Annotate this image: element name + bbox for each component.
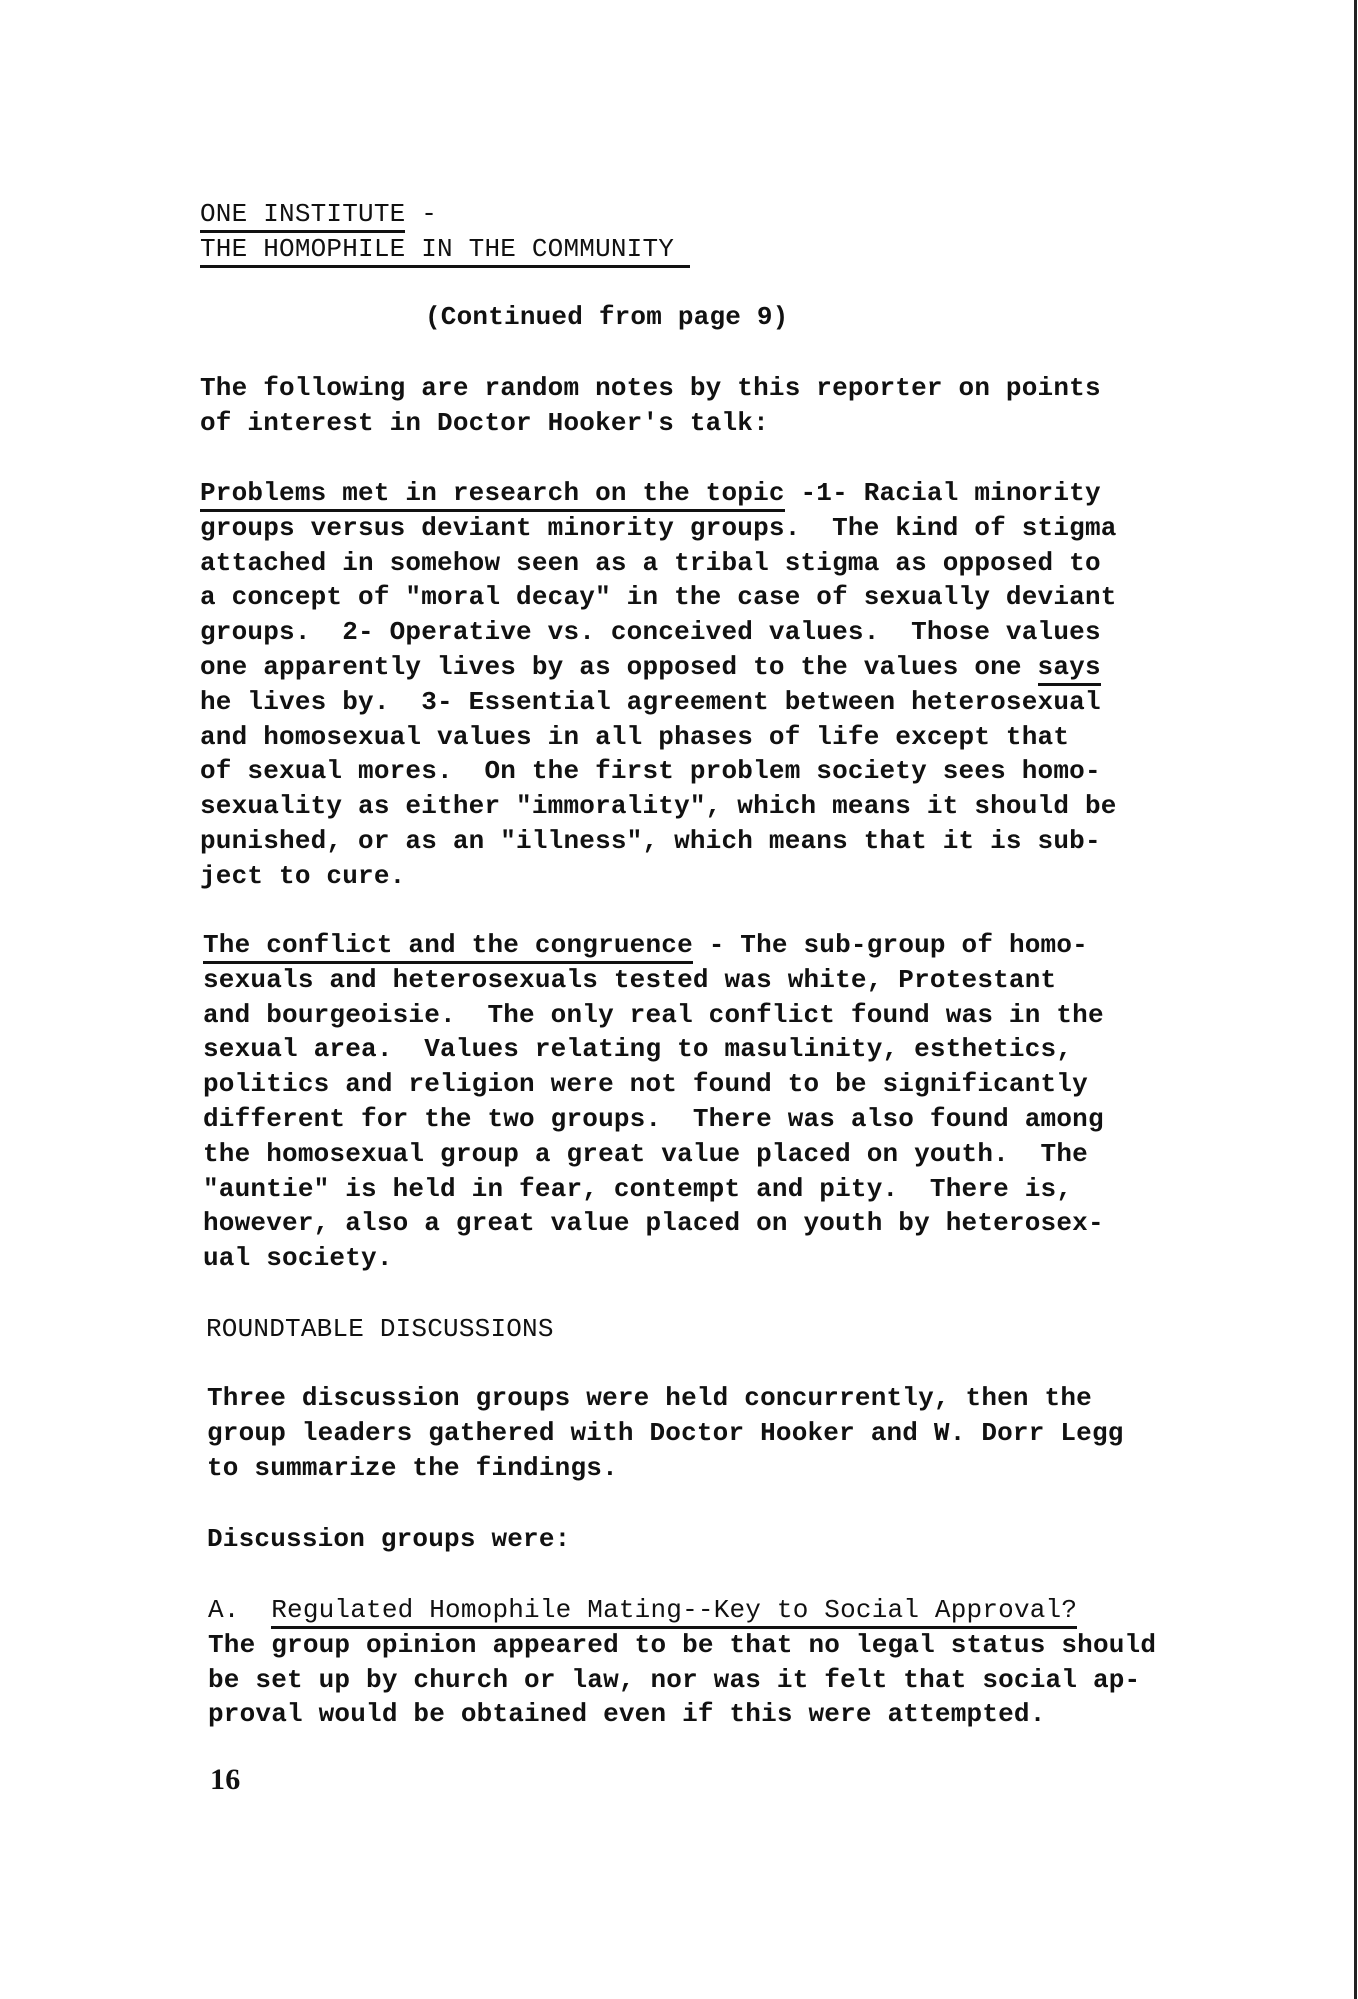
problems-paragraph bbox=[200, 476, 1117, 894]
text-line: he lives by. 3- Essential agreement between heterosexual bbox=[200, 686, 1101, 717]
header-line-1: ONE INSTITUTE bbox=[200, 199, 405, 233]
text-line: Discussion groups were: bbox=[207, 1524, 571, 1554]
conflict-paragraph bbox=[203, 928, 1104, 1276]
text-line: proval would be obtained even if this were attempted. bbox=[208, 1699, 1046, 1730]
group-a-title: Regulated Homophile Mating--Key to Social Approval? bbox=[271, 1595, 1077, 1629]
text-line: ual society. bbox=[203, 1243, 393, 1274]
text-line: politics and religion were not found to be significantly bbox=[203, 1069, 1088, 1100]
text-line: be set up by church or law, nor was it felt that social ap- bbox=[208, 1664, 1141, 1695]
text-line: groups versus deviant minority groups. The kind of stigma bbox=[200, 512, 1117, 543]
text-line: sexuality as either "immorality", which means it should be bbox=[200, 791, 1117, 822]
section-heading: ROUNDTABLE DISCUSSIONS bbox=[206, 1314, 554, 1344]
text-line: The following are random notes by this reporter on points bbox=[200, 373, 1101, 403]
text-line: different for the two groups. There was also found among bbox=[203, 1103, 1104, 1134]
page-number: 16 bbox=[210, 1763, 241, 1796]
text-line: the homosexual group a great value placed on youth. The bbox=[203, 1138, 1088, 1169]
text-line: sexual area. Values relating to masulinity, esthetics, bbox=[203, 1034, 1073, 1065]
text-fragment: -1- Racial minority bbox=[784, 478, 1101, 508]
article-header bbox=[200, 197, 690, 267]
conflict-heading: The conflict and the congruence bbox=[203, 930, 693, 964]
text-line: and homosexual values in all phases of life except that bbox=[200, 721, 1070, 752]
roundtable-paragraph bbox=[207, 1381, 1124, 1485]
text-fragment: one apparently lives by as opposed to the values one bbox=[200, 651, 1038, 682]
text-line: punished, or as an "illness", which means that it is sub- bbox=[200, 825, 1101, 856]
problems-heading: Problems met in research on the topic bbox=[200, 478, 785, 512]
page-edge-border bbox=[1354, 0, 1357, 1999]
continued-note bbox=[425, 300, 788, 335]
continued-text: (Continued from page 9) bbox=[425, 302, 789, 332]
groups-label bbox=[207, 1522, 570, 1557]
text-line: to summarize the findings. bbox=[207, 1452, 618, 1483]
text-line: of sexual mores. On the first problem society sees homo- bbox=[200, 756, 1101, 787]
emphasis-says: says bbox=[1038, 652, 1101, 686]
header-line-2: THE HOMOPHILE IN THE COMMUNITY bbox=[200, 234, 690, 268]
text-line: however, also a great value placed on youth by heterosex- bbox=[203, 1208, 1104, 1239]
header-dash: - bbox=[405, 199, 438, 229]
roundtable-heading bbox=[206, 1312, 554, 1347]
group-a-marker: A. bbox=[208, 1595, 272, 1625]
text-line: sexuals and heterosexuals tested was white, Protestant bbox=[203, 964, 1057, 995]
intro-paragraph bbox=[200, 371, 1101, 441]
text-line: The group opinion appeared to be that no legal status should bbox=[208, 1629, 1157, 1660]
text-line: Three discussion groups were held concurrently, then the bbox=[207, 1383, 1092, 1413]
text-line: a concept of "moral decay" in the case of sexually deviant bbox=[200, 582, 1117, 613]
text-line: groups. 2- Operative vs. conceived values. Those values bbox=[200, 617, 1101, 648]
text-line: group leaders gathered with Doctor Hooker and W. Dorr Legg bbox=[207, 1417, 1124, 1448]
text-fragment: - The sub-group of homo- bbox=[692, 930, 1088, 960]
text-line: and bourgeoisie. The only real conflict found was in the bbox=[203, 999, 1104, 1030]
text-line: ject to cure. bbox=[200, 860, 406, 891]
group-a-paragraph bbox=[208, 1593, 1156, 1732]
text-line: "auntie" is held in fear, contempt and pity. There is, bbox=[203, 1173, 1073, 1204]
text-line: attached in somehow seen as a tribal stigma as opposed to bbox=[200, 547, 1101, 578]
text-line: of interest in Doctor Hooker's talk: bbox=[200, 407, 769, 438]
